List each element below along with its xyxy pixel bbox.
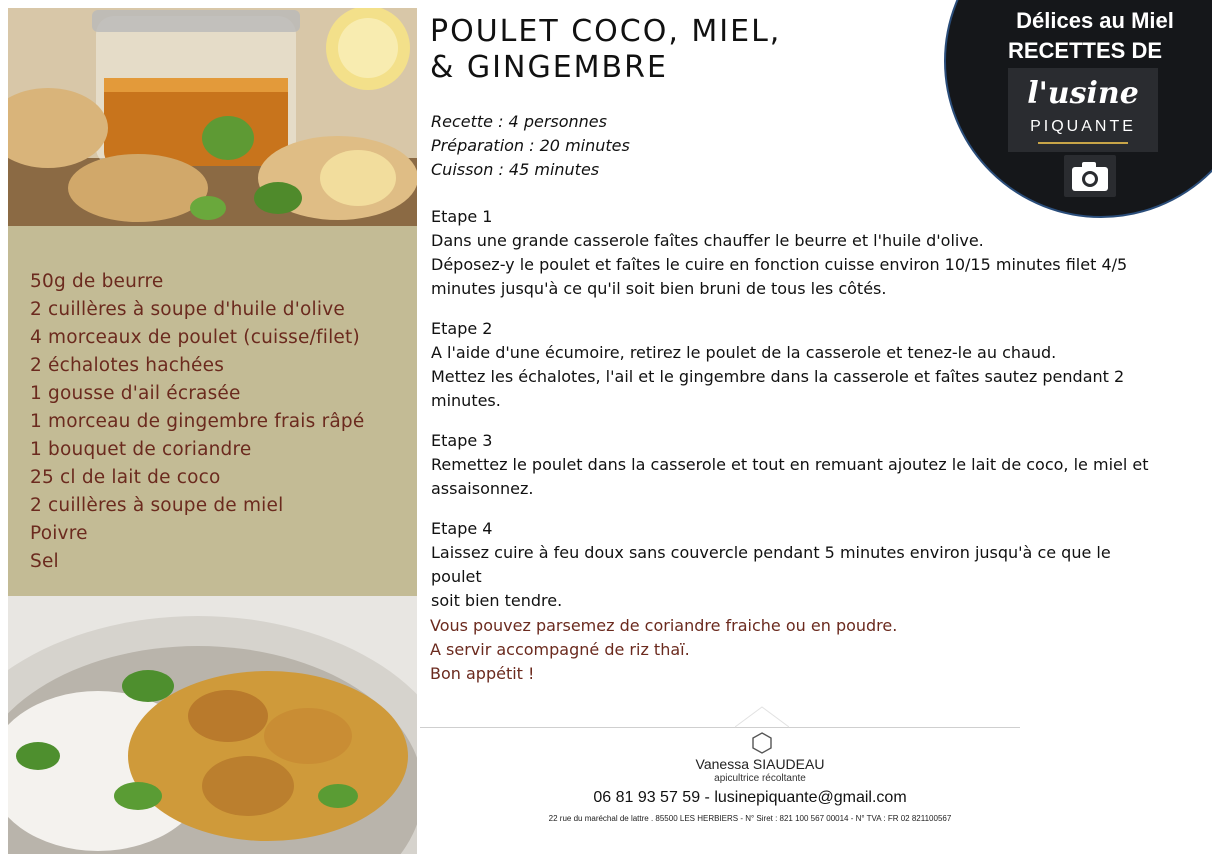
step-title: Etape 4 [431,519,493,538]
step-text: Laissez cuire à feu doux sans couvercle pendant 5 minutes environ jusqu'à ce que le poulet [431,543,1111,586]
recipe-title [430,14,950,86]
chicken-curry-photo [8,596,417,854]
ingredient-item: Sel [30,551,59,572]
servings-text: Recette : 4 personnes [431,112,607,131]
step-text: Remettez le poulet dans la casserole et tout en remuant ajoutez le lait de coco, le miel et [431,455,1149,474]
recipe-step [431,429,1161,501]
step-text: A l'aide d'une écumoire, retirez le poulet de la casserole et tenez-le au chaud. [431,343,1057,362]
ingredient-item: 2 cuillères à soupe d'huile d'olive [30,299,345,320]
step-title: Etape 2 [431,319,493,338]
step-title: Etape 3 [431,431,493,450]
ingredient-item: 25 cl de lait de coco [30,467,221,488]
ingredient-item: 1 bouquet de coriandre [30,439,252,460]
hexagon-tab [735,705,789,729]
contact-phone-email[interactable]: 06 81 93 57 59 - lusinepiquante@gmail.com [593,789,907,806]
step-text: Déposez-y le poulet et faîtes le cuire en fonction cuisse environ 10/15 minutes filet 4/5 [431,255,1128,274]
ingredient-item: 1 morceau de gingembre frais râpé [30,411,365,432]
serving-notes [430,614,897,686]
step-text: soit bien tendre. [431,591,563,610]
ingredient-item: 50g de beurre [30,271,164,292]
note-line: Vous pouvez parsemez de coriandre fraiche ou en poudre. [430,616,898,635]
ingredients-list [30,268,364,576]
recipe-step [431,317,1161,413]
step-text: assaisonnez. [431,479,534,498]
step-text: Dans une grande casserole faîtes chauffer le beurre et l'huile d'olive. [431,231,984,250]
recipe-title-line1: POULET COCO, MIEL, [430,14,782,49]
contact-name: Vanessa SIAUDEAU [695,756,825,772]
step-text: minutes. [431,391,501,410]
honey-ginger-illustration [8,8,417,226]
ingredient-item: 1 gousse d'ail écrasée [30,383,241,404]
ingredient-item: 2 cuillères à soupe de miel [30,495,284,516]
note-line: A servir accompagné de riz thaï. [430,640,690,659]
footer-divider [420,727,1020,728]
camera-button[interactable] [1064,155,1116,197]
camera-icon [1064,155,1116,197]
contact-role: apicultrice récoltante [714,773,806,784]
chicken-curry-illustration [8,596,417,854]
logo-underline [1038,142,1128,144]
note-line: Bon appétit ! [430,664,535,683]
logo-sub-text: PIQUANTE [1030,118,1136,135]
recipe-steps [431,205,1161,629]
step-text: minutes jusqu'à ce qu'il soit bien bruni de tous les côtés. [431,279,887,298]
step-text: Mettez les échalotes, l'ail et le gingembre dans la casserole et faîtes sautez pendant 2 [431,367,1125,386]
ingredient-item: 2 échalotes hachées [30,355,225,376]
recipe-meta [431,110,630,182]
ingredient-item: 4 morceaux de poulet (cuisse/filet) [30,327,360,348]
badge-title: Délices au Miel [1016,8,1174,33]
honey-ginger-photo [8,8,417,226]
ingredients-panel [8,226,417,596]
ingredient-item: Poivre [30,523,88,544]
recipe-step [431,205,1161,301]
cook-time-text: Cuisson : 45 minutes [431,160,600,179]
prep-time-text: Préparation : 20 minutes [431,136,630,155]
step-title: Etape 1 [431,207,493,226]
badge-subtitle: RECETTES DE [1007,38,1163,63]
hexagon-logo-icon [751,731,773,755]
recipe-step [431,517,1161,613]
logo-script-text: l'usine [1027,76,1139,111]
recipe-title-line2: & GINGEMBRE [430,50,668,85]
hexagon-icon [735,705,789,733]
contact-address: 22 rue du maréchal de lattre . 85500 LES HERBIERS - N° Siret : 821 100 567 00014 - N° TVA : FR 02 821100567 [548,814,952,823]
usine-piquante-logo [1008,68,1158,152]
